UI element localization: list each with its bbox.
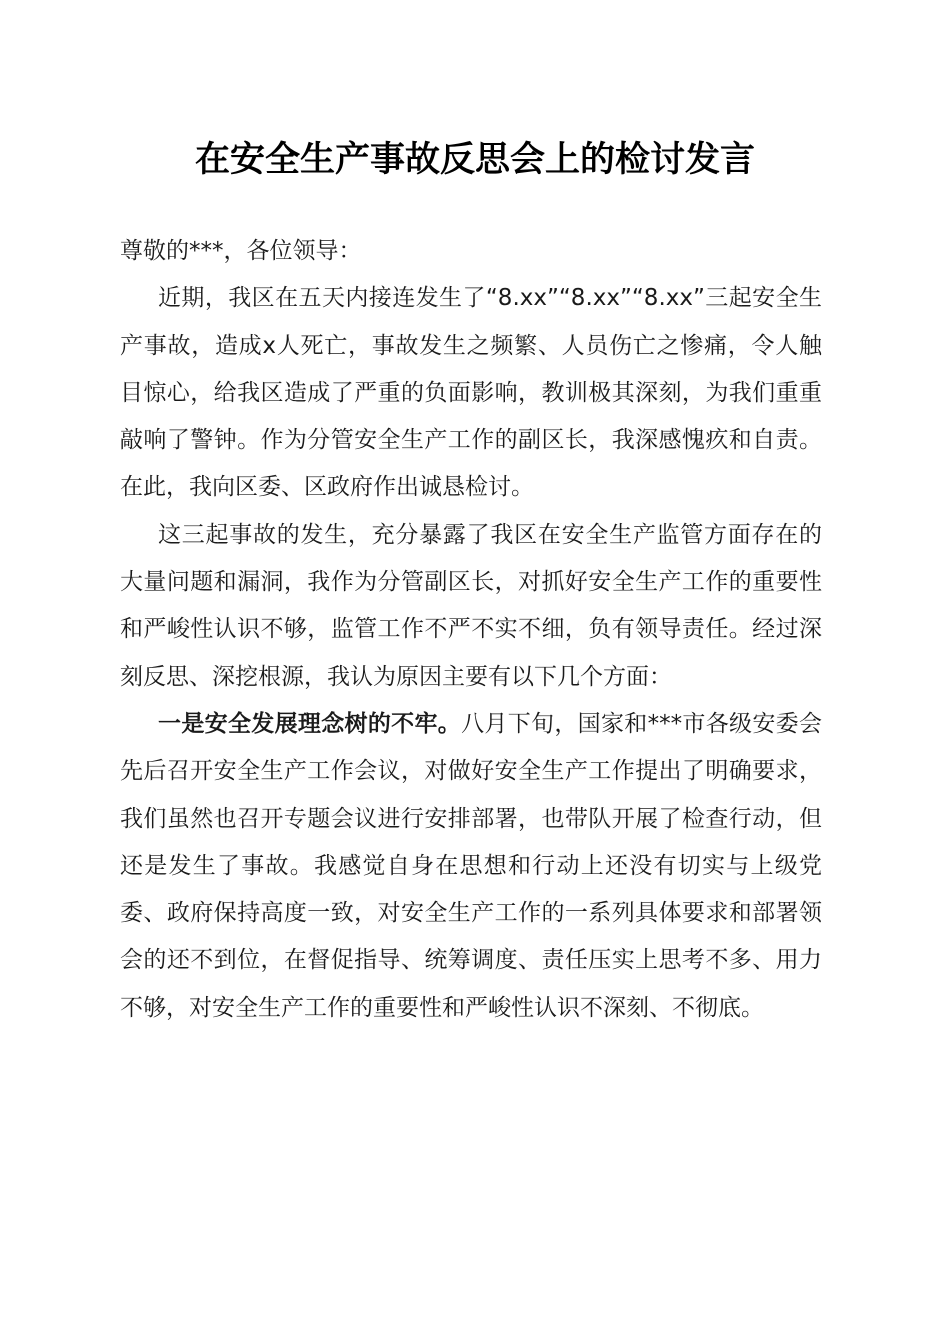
paragraph-1: [120, 275, 822, 511]
document-body: [120, 228, 822, 1032]
paragraph-2-text: 这三起事故的发生，充分暴露了我区在安全生产监管方面存在的大量问题和漏洞，我作为分管副区长，对抓好安全生产工作的重要性和严峻性认识不够，监管工作不严不实不细，负有领导责任。经过深刻反思、深挖根源，我认为原因主要有以下几个方面：: [120, 521, 822, 690]
paragraph-3: [120, 701, 822, 1032]
paragraph-2: [120, 512, 822, 701]
paragraph-3-lead: 一是安全发展理念树的不牢。: [158, 710, 462, 737]
paragraph-3-text: 八月下旬，国家和***市各级安委会先后召开安全生产工作会议，对做好安全生产工作提出了明确要求，我们虽然也召开专题会议进行安排部署，也带队开展了检查行动，但还是发生了事故。我感觉自身在思想和行动上还没有切实与上级党委、政府保持高度一致，对安全生产工作的一系列具体要求和部署领会的还不到位，在督促指导、统筹调度、责任压实上思考不多、用力不够，对安全生产工作的重要性和严峻性认识不深刻、不彻底。: [120, 710, 823, 1021]
document-title: 在安全生产事故反思会上的检讨发言: [194, 139, 755, 180]
salutation: 尊敬的***，各位领导：: [120, 238, 362, 264]
paragraph-1-text: 近期，我区在五天内接连发生了“8.xx”“8.xx”“8.xx”三起安全生产事故，造成x人死亡，事故发生之频繁、人员伤亡之惨痛，令人触目惊心，给我区造成了严重的负面影响，教训极其深刻，为我们重重敲响了警钟。作为分管安全生产工作的副区长，我深感愧疚和自责。在此，我向区委、区政府作出诚恳检讨。: [120, 285, 822, 501]
